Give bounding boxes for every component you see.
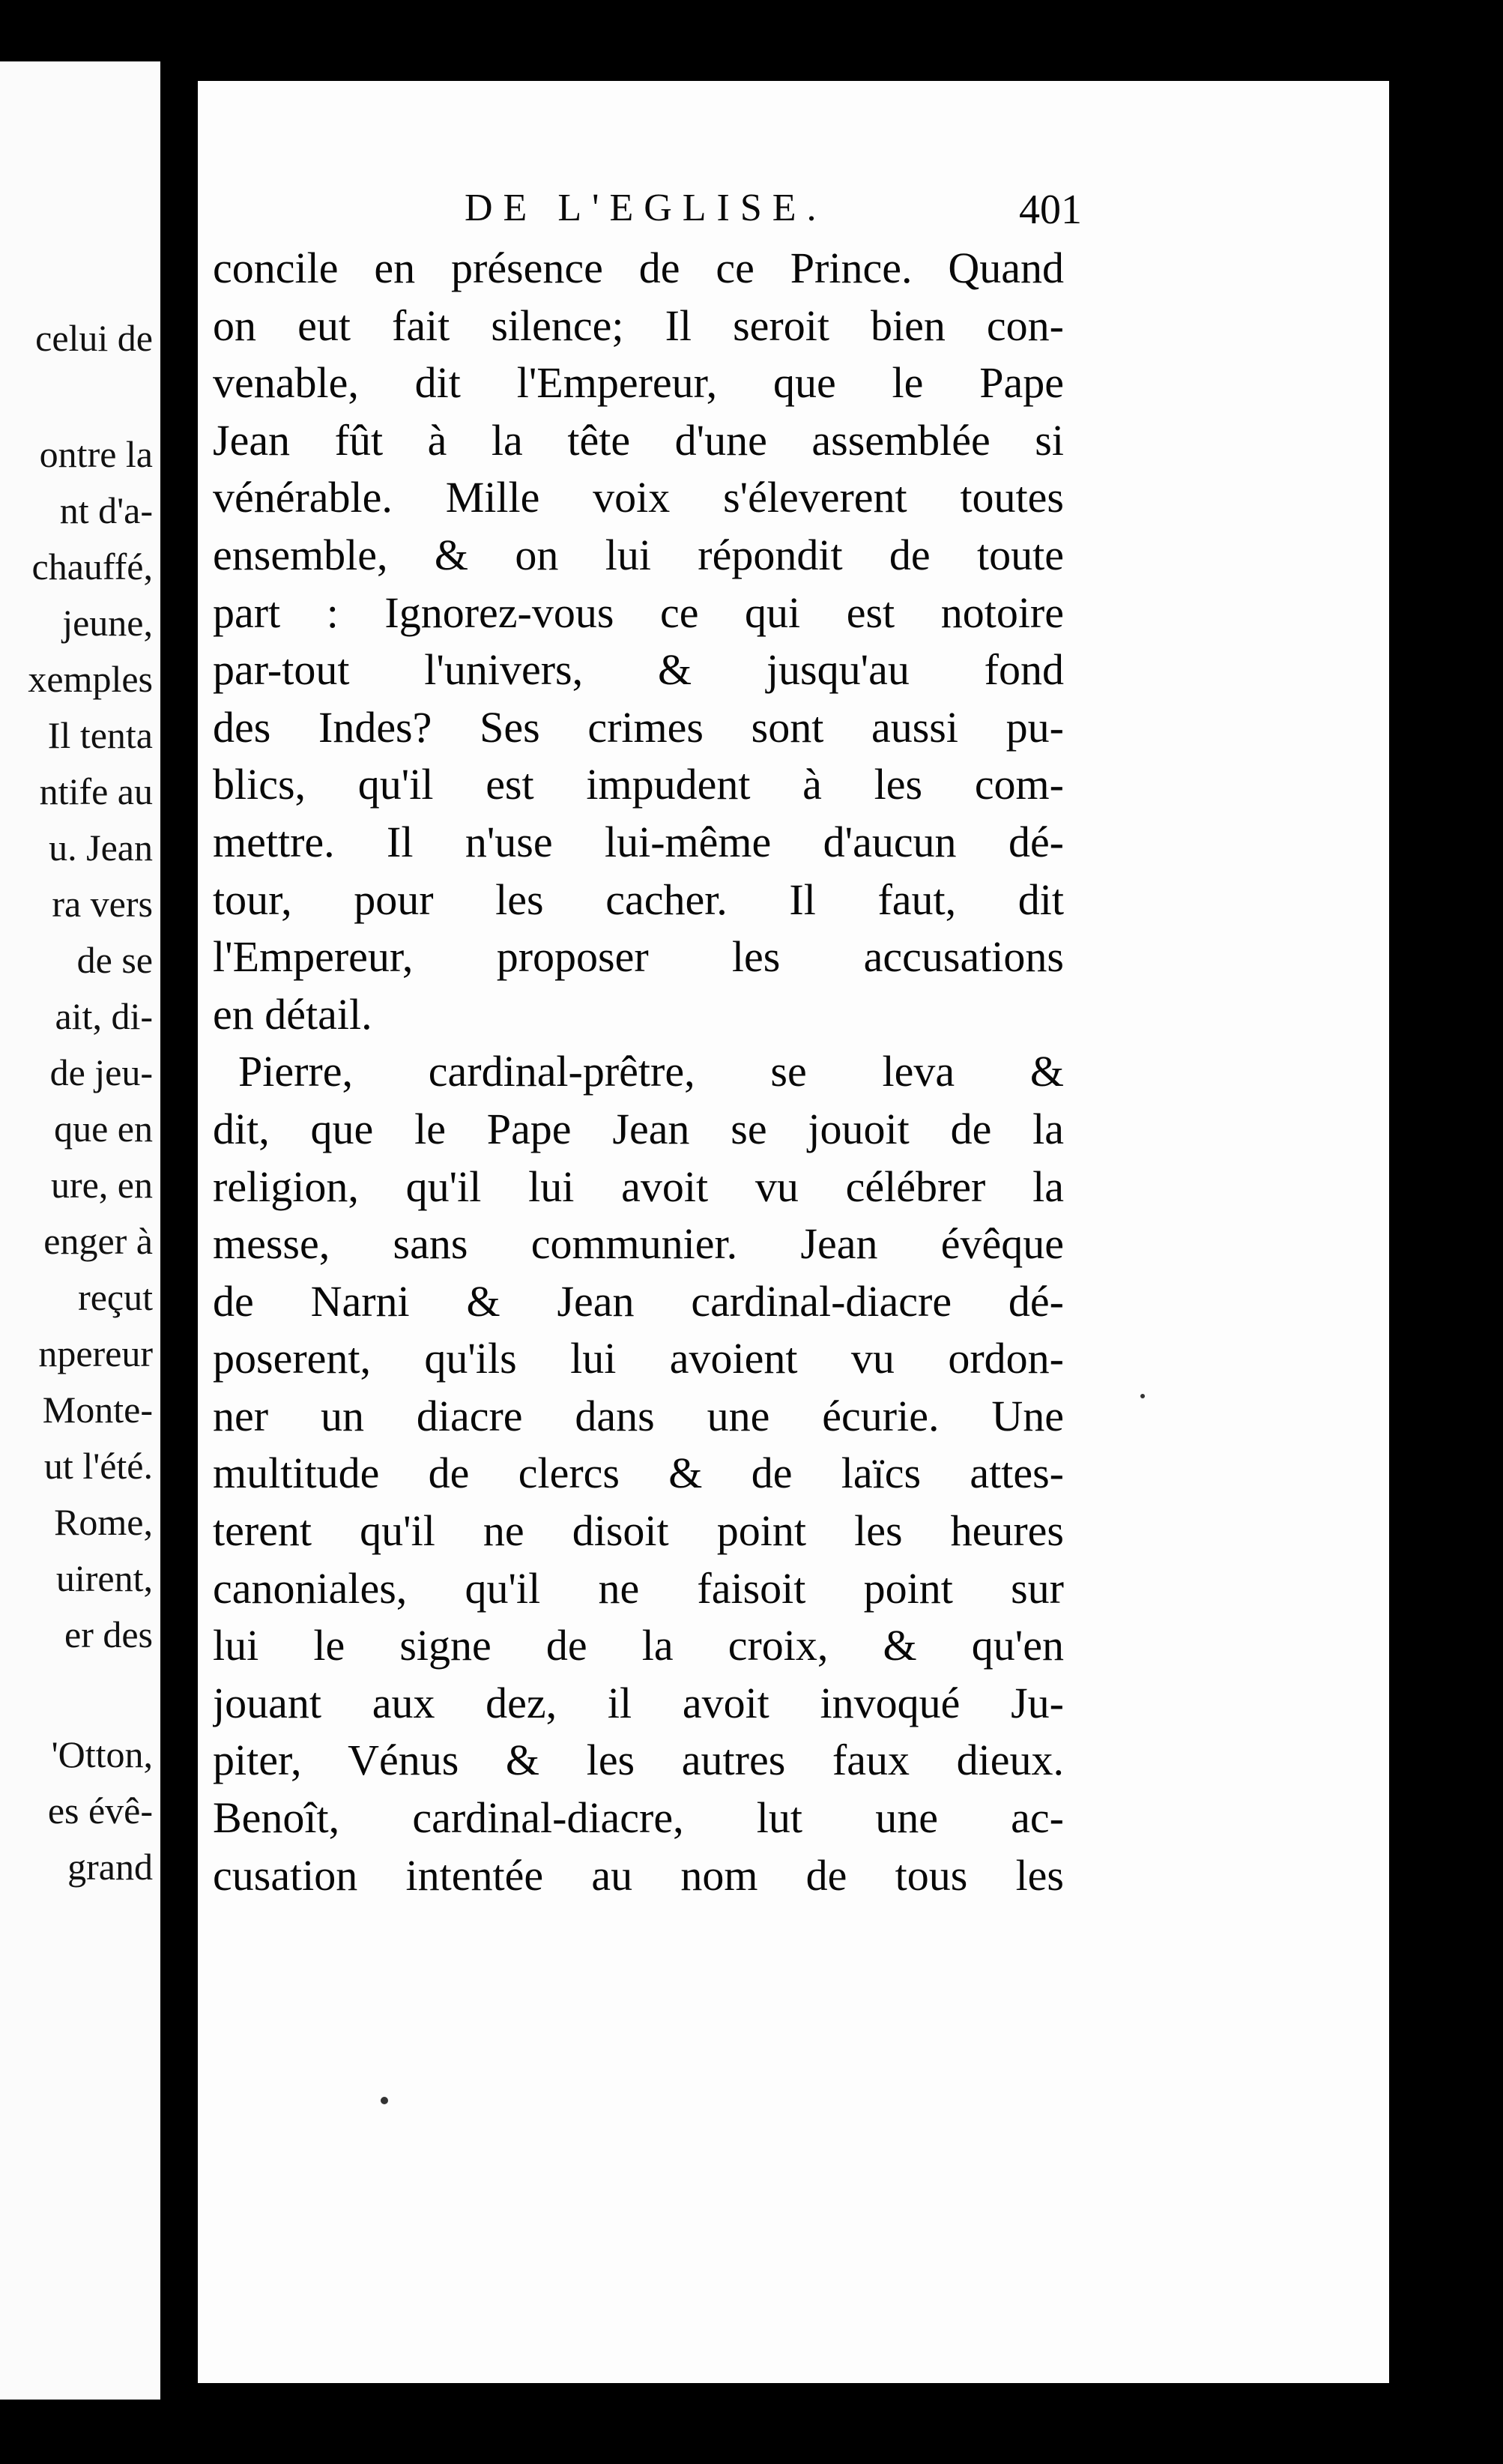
- text-line: piter, Vénus & les autres faux dieux.: [213, 1736, 1064, 1785]
- running-head-title: DE L'EGLISE.: [465, 187, 827, 229]
- left-page-line: enger à: [43, 1220, 153, 1262]
- left-page-line: es évê-: [47, 1790, 153, 1832]
- left-page-line: Il tenta: [47, 714, 153, 756]
- paper-speck: [1140, 1394, 1145, 1398]
- text-line: part : Ignorez-vous ce qui est notoire: [213, 588, 1064, 637]
- running-head: [247, 186, 1082, 246]
- paper-speck: [381, 2097, 388, 2104]
- text-line: en détail.: [213, 989, 372, 1039]
- text-line: dit, que le Pape Jean se jouoit de la: [213, 1104, 1064, 1153]
- text-line: Pierre, cardinal-prêtre, se leva &: [238, 1047, 1064, 1096]
- left-page-line: er des: [64, 1613, 153, 1655]
- left-page-line: jeune,: [62, 602, 153, 644]
- text-line: ensemble, & on lui répondit de toute: [213, 530, 1064, 579]
- text-line: lui le signe de la croix, & qu'en: [213, 1621, 1064, 1670]
- body-text: [213, 240, 1064, 1904]
- left-page-line: chauffé,: [31, 546, 153, 588]
- left-page-line: Rome,: [54, 1501, 153, 1543]
- left-page-line: xemples: [28, 658, 153, 700]
- text-line: tour, pour les cacher. Il faut, dit: [213, 875, 1064, 924]
- text-line: par-tout l'univers, & jusqu'au fond: [213, 645, 1064, 695]
- left-page-line: npereur: [38, 1332, 153, 1374]
- text-line: concile en présence de ce Prince. Quand: [213, 244, 1064, 292]
- text-line: blics, qu'il est impudent à les com-: [213, 760, 1064, 809]
- left-page-line: ntife au: [39, 770, 153, 812]
- left-page-line: Monte-: [42, 1389, 153, 1431]
- text-line: on eut fait silence; Il seroit bien con-: [213, 301, 1064, 350]
- left-page-line: ontre la: [39, 433, 153, 475]
- page-number: 401: [1019, 187, 1082, 233]
- left-page-line: ut l'été.: [43, 1445, 153, 1487]
- text-line: des Indes? Ses crimes sont aussi pu-: [213, 702, 1064, 752]
- left-page-line: ure, en: [50, 1164, 153, 1206]
- text-line: jouant aux dez, il avoit invoqué Ju-: [213, 1678, 1064, 1727]
- text-line: Jean fût à la tête d'une assemblée si: [213, 415, 1064, 465]
- left-page-line: nt d'a-: [59, 489, 153, 531]
- left-page-line: ra vers: [52, 883, 153, 925]
- text-line: mettre. Il n'use lui-même d'aucun dé-: [213, 817, 1064, 866]
- text-line: l'Empereur, proposer les accusations: [213, 932, 1064, 982]
- left-page-line: reçut: [78, 1276, 153, 1318]
- text-line: venable, dit l'Empereur, que le Pape: [213, 358, 1064, 408]
- page-gutter: [160, 0, 198, 2464]
- left-page-fragment: [0, 61, 160, 2400]
- page-edge-shadow: [1389, 81, 1503, 2464]
- left-page-line: uirent,: [55, 1557, 153, 1599]
- left-page-line: u. Jean: [49, 827, 153, 869]
- text-line: poserent, qu'ils lui avoient vu ordon-: [213, 1334, 1064, 1383]
- left-page-line: de jeu-: [49, 1051, 153, 1093]
- text-line: religion, qu'il lui avoit vu célébrer la: [213, 1162, 1064, 1211]
- left-page-line: que en: [54, 1108, 153, 1150]
- text-line: cusation intentée au nom de tous les: [213, 1850, 1064, 1900]
- text-line: ner un diacre dans une écurie. Une: [213, 1391, 1064, 1440]
- text-line: Benoît, cardinal-diacre, lut une ac-: [213, 1793, 1064, 1843]
- left-page-line: 'Otton,: [51, 1733, 153, 1775]
- text-line: vénérable. Mille voix s'éleverent toutes: [213, 473, 1064, 522]
- text-line: canoniales, qu'il ne faisoit point sur: [213, 1563, 1064, 1613]
- left-page-line: de se: [76, 939, 153, 981]
- left-page-line: celui de: [35, 317, 153, 359]
- text-line: terent qu'il ne disoit point les heures: [213, 1506, 1064, 1556]
- text-line: de Narni & Jean cardinal-diacre dé-: [213, 1276, 1064, 1326]
- text-line: multitude de clercs & de laïcs attes-: [213, 1449, 1064, 1498]
- text-line: messe, sans communier. Jean évêque: [213, 1219, 1064, 1269]
- left-page-line: ait, di-: [55, 995, 153, 1037]
- left-page-line: grand: [67, 1846, 153, 1888]
